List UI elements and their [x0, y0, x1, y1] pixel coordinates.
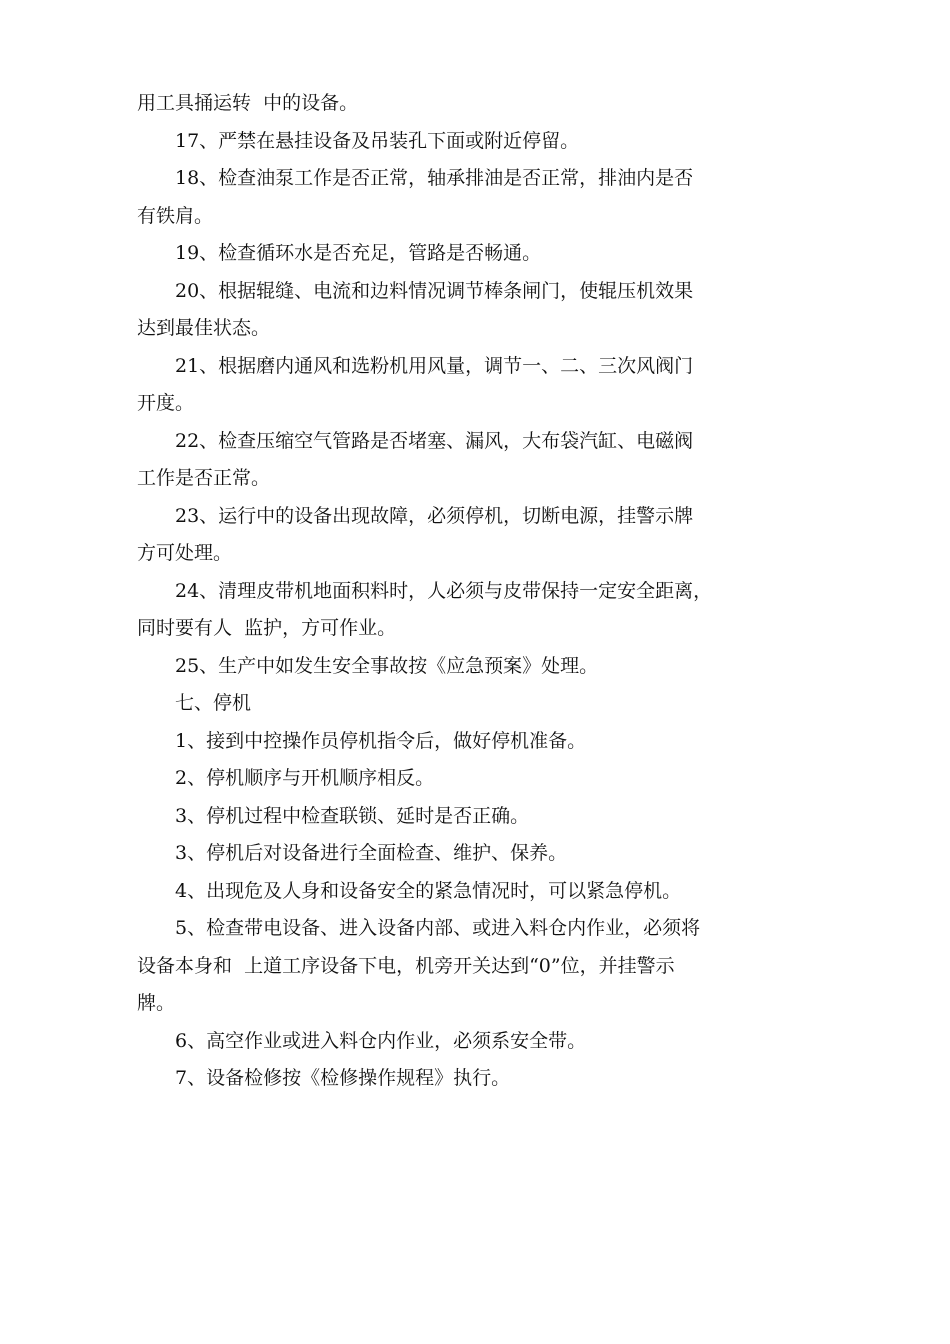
paragraph-line: 七、停机: [175, 692, 252, 714]
document-body: [137, 85, 817, 1098]
paragraph-line: 达到最佳状态。: [137, 317, 271, 339]
paragraph-line: 同时要有人 监护，方可作业。: [137, 617, 397, 639]
document-paragraph: [137, 235, 817, 273]
document-paragraph: [137, 1023, 817, 1061]
document-paragraph: [137, 273, 817, 348]
document-paragraph: [137, 423, 817, 498]
paragraph-line: 设备本身和 上道工序设备下电，机旁开关达到“0”位，并挂警示: [137, 954, 675, 977]
paragraph-line: 牌。: [137, 992, 176, 1014]
document-paragraph: [137, 723, 817, 761]
paragraph-line: 7、设备检修按《检修操作规程》执行。: [175, 1067, 511, 1089]
section-heading: [137, 685, 817, 723]
paragraph-line: 4、出现危及人身和设备安全的紧急情况时，可以紧急停机。: [175, 879, 682, 902]
document-paragraph: [137, 798, 817, 836]
document-paragraph: [137, 123, 817, 161]
document-paragraph: [137, 873, 817, 911]
document-paragraph: [137, 573, 817, 648]
document-paragraph: [137, 160, 817, 235]
paragraph-line: 19、检查循环水是否充足，管路是否畅通。: [175, 242, 542, 264]
paragraph-line: 17、严禁在悬挂设备及吊装孔下面或附近停留。: [175, 129, 580, 152]
paragraph-line: 有铁肩。: [137, 204, 214, 227]
paragraph-line: 25、生产中如发生安全事故按《应急预案》处理。: [175, 654, 599, 677]
paragraph-line: 工作是否正常。: [137, 467, 271, 489]
document-paragraph: [137, 85, 817, 123]
paragraph-line: 22、检查压缩空气管路是否堵塞、漏风，大布袋汽缸、电磁阀: [175, 429, 694, 452]
paragraph-line: 3、停机后对设备进行全面检查、维护、保养。: [175, 842, 568, 864]
paragraph-line: 开度。: [137, 392, 195, 414]
paragraph-line: 6、高空作业或进入料仓内作业，必须系安全带。: [175, 1029, 587, 1052]
paragraph-line: 24、清理皮带机地面积料时，人必须与皮带保持一定安全距离，: [175, 579, 713, 602]
paragraph-line: 5、检查带电设备、进入设备内部、或进入料仓内作业，必须将: [175, 917, 701, 939]
document-paragraph: [137, 348, 817, 423]
paragraph-line: 用工具捅运转 中的设备。: [137, 92, 359, 114]
paragraph-line: 方可处理。: [137, 542, 233, 564]
paragraph-line: 21、根据磨内通风和选粉机用风量，调节一、二、三次风阀门: [175, 354, 694, 377]
paragraph-line: 2、停机顺序与开机顺序相反。: [175, 767, 435, 789]
paragraph-line: 1、接到中控操作员停机指令后，做好停机准备。: [175, 729, 587, 752]
paragraph-line: 3、停机过程中检查联锁、延时是否正确。: [175, 804, 530, 827]
paragraph-line: 20、根据辊缝、电流和边料情况调节棒条闸门，使辊压机效果: [175, 279, 694, 302]
document-paragraph: [137, 648, 817, 686]
document-paragraph: [137, 498, 817, 573]
document-paragraph: [137, 760, 817, 798]
paragraph-line: 23、运行中的设备出现故障，必须停机，切断电源，挂警示牌: [175, 504, 694, 527]
document-paragraph: [137, 835, 817, 873]
document-paragraph: [137, 910, 817, 1023]
paragraph-line: 18、检查油泵工作是否正常，轴承排油是否正常，排油内是否: [175, 167, 694, 189]
document-paragraph: [137, 1060, 817, 1098]
